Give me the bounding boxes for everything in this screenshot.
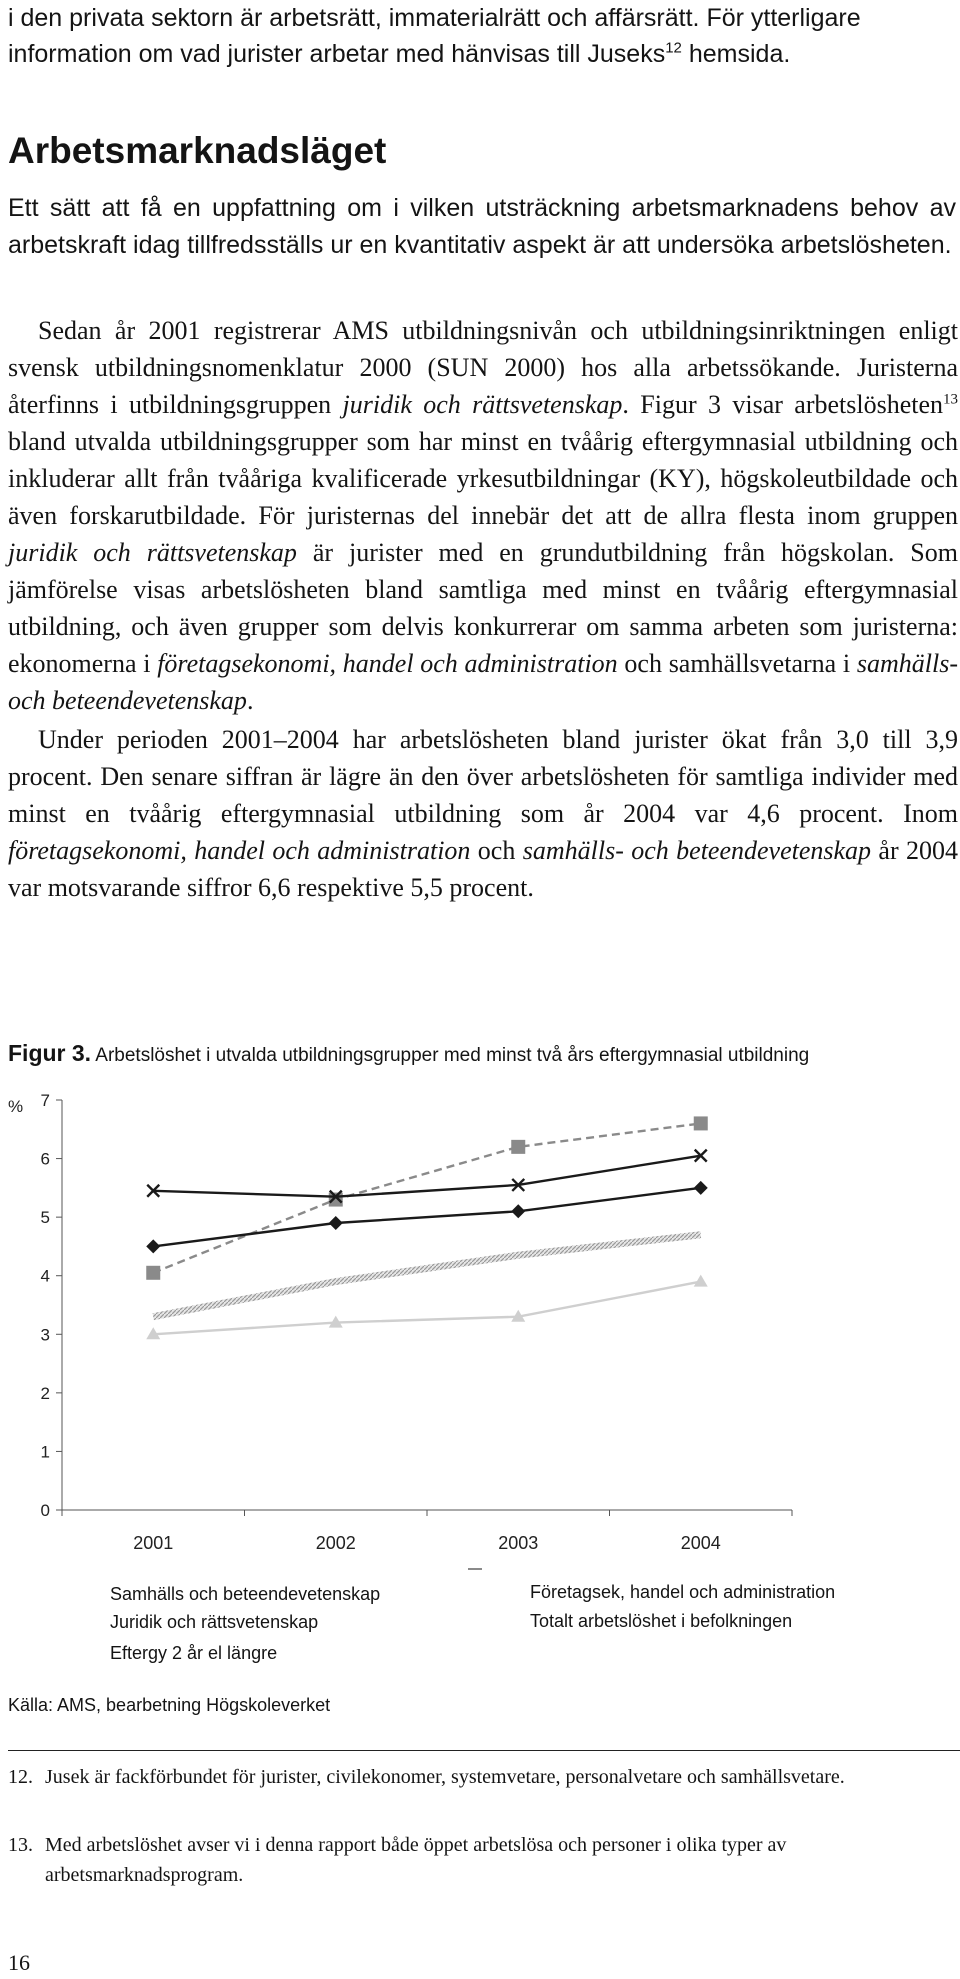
intro-line-2-end: hemsida.	[681, 40, 791, 68]
p3-text-3: år 2004 var motsvarande siffror 6,6 respektive 5,5 procent.	[8, 836, 959, 902]
footnote-ref-12: 12	[665, 39, 682, 57]
y-tick-label: 6	[40, 1149, 50, 1169]
p2-text-4: är jurister med en grundutbildning från högskolan. Som jämförelse visas arbetslösheten bland samtliga med minst en tvåårig eftergymnasial utbildning, och även grupper som delvis konkurrerar om samma arbeten som juristerna: ekonomerna i	[8, 538, 958, 678]
p2-text-5: och samhällsvetarna i	[617, 649, 857, 678]
body-text	[8, 312, 958, 906]
p2-italic-4: samhälls- och beteendevetenskap	[8, 649, 958, 715]
paragraph-3	[8, 721, 958, 906]
series-5-line	[153, 1156, 701, 1197]
p2-italic-2: juridik och rättsvetenskap	[8, 538, 297, 567]
x-tick-label: 2004	[680, 1533, 721, 1553]
figure-label: Figur 3.	[8, 1040, 92, 1066]
chart-series	[146, 1116, 708, 1339]
p3-text-1: Under perioden 2001–2004 har arbetslösheten bland jurister ökat från 3,0 till 3,9 procent. Den senare siffran är lägre än den över arbetslösheten för samtliga individer med minst en tvåårig eftergymnasial utbildning som år 2004 var 4,6 procent. Inom	[8, 725, 958, 828]
figure-title: Arbetslöshet i utvalda utbildningsgrupper med minst två års eftergymnasial utbildning	[91, 1045, 810, 1066]
x-tick-label: 2002	[315, 1533, 356, 1553]
intro-paragraph	[8, 0, 958, 72]
legend-label-juridik: Juridik och rättsvetenskap	[110, 1612, 319, 1632]
chart-source: Källa: AMS, bearbetning Högskoleverket	[8, 1695, 331, 1715]
footnote-13-text: Med arbetslöshet avser vi i denna rapport både öppet arbetslösa och personer i olika typer av arbetsmarknadsprogram.	[45, 1834, 787, 1886]
footnote-12-text: Jusek är fackförbundet för jurister, civilekonomer, systemvetare, personalvetare och samhällsvetare.	[45, 1766, 845, 1788]
intro-line-2-text: information om vad jurister arbetar med hänvisas till Juseks	[8, 40, 666, 68]
series-4-point	[694, 1116, 708, 1130]
series-1-point	[329, 1216, 343, 1230]
y-tick-label: 3	[40, 1325, 50, 1345]
x-tick-label: 2001	[133, 1533, 174, 1553]
p2-text-3: bland utvalda utbildningsgrupper som har minst en tvåårig eftergymnasial utbildning och inkluderar allt från tvååriga kvalificerade yrkesutbildningar (KY), högskoleutbildade och även forskarutbildade. För juristernas del innebär det att de allra flesta inom gruppen	[8, 427, 958, 530]
series-3-line	[153, 1235, 701, 1317]
series-4-point	[511, 1140, 525, 1154]
y-tick-label: 4	[40, 1266, 50, 1286]
legend-swatches	[10, 1568, 520, 1570]
series-4-point	[329, 1193, 343, 1207]
y-axis-unit: %	[8, 1097, 24, 1116]
p2-italic-3: företagsekonomi, handel och administration	[157, 649, 618, 678]
footnote-divider	[8, 1750, 960, 1751]
y-tick-label: 7	[40, 1091, 50, 1110]
footnote-ref-13: 13	[943, 391, 959, 408]
series-1-point	[694, 1181, 708, 1195]
paragraph-1: Ett sätt att få en uppfattning om i vilken utsträckning arbetsmarknadens behov av arbetskraft idag tillfredsställs ur en kvantitativ aspekt är att undersöka arbetslösheten.	[8, 194, 956, 259]
p3-text-2: och	[470, 836, 523, 865]
legend-label-foretagsek: Företagsek, handel och administration	[530, 1582, 836, 1602]
legend-swatch-marker-4	[468, 1568, 482, 1570]
series-4-point	[146, 1266, 160, 1280]
series-1-point	[146, 1239, 160, 1253]
p2-text-1: Sedan år 2001 registrerar AMS utbildningsnivån och utbildningsinriktningen enligt svensk utbildningsnomenklatur 2000 (SUN 2000) hos alla arbetssökande. Juristerna återfinns i utbildningsgruppen	[8, 316, 958, 419]
series-1-point	[511, 1204, 525, 1218]
intro-line-1: i den privata sektorn är arbetsrätt, immaterialrätt och affärsrätt. För ytterligare	[8, 4, 861, 32]
p2-text-6: .	[246, 686, 254, 715]
y-tick-label: 1	[40, 1442, 50, 1462]
legend-label-samhalls: Samhälls och beteendevetenskap	[110, 1584, 381, 1604]
footnote-13-number: 13.	[8, 1834, 33, 1856]
figure-caption	[8, 1040, 809, 1067]
series-2-line	[153, 1282, 701, 1335]
line-chart	[0, 1070, 960, 1570]
y-tick-label: 5	[40, 1208, 50, 1228]
legend-label-totalt: Totalt arbetslöshet i befolkningen	[530, 1611, 793, 1631]
footnote-12	[8, 1762, 938, 1792]
page-number: 16	[8, 1950, 30, 1975]
y-tick-label: 0	[40, 1501, 50, 1520]
series-1-line	[153, 1188, 701, 1247]
x-tick-label: 2003	[498, 1533, 539, 1553]
footnote-13	[8, 1830, 938, 1890]
footnote-12-number: 12.	[8, 1766, 33, 1788]
paragraph-2	[8, 312, 958, 719]
intro-line-2	[8, 36, 958, 72]
y-tick-label: 2	[40, 1383, 50, 1403]
p2-text-2: . Figur 3 visar arbetslösheten	[622, 390, 944, 419]
series-2-point	[694, 1275, 708, 1287]
p3-italic-1: företagsekonomi, handel och administration	[8, 836, 471, 865]
p3-italic-2: samhälls- och beteendevetenskap	[522, 836, 872, 865]
legend-label-eftergy: Eftergy 2 år el längre	[110, 1643, 278, 1663]
p2-italic-1: juridik och rättsvetenskap	[342, 390, 623, 419]
section-heading: Arbetsmarknadsläget	[8, 130, 387, 171]
